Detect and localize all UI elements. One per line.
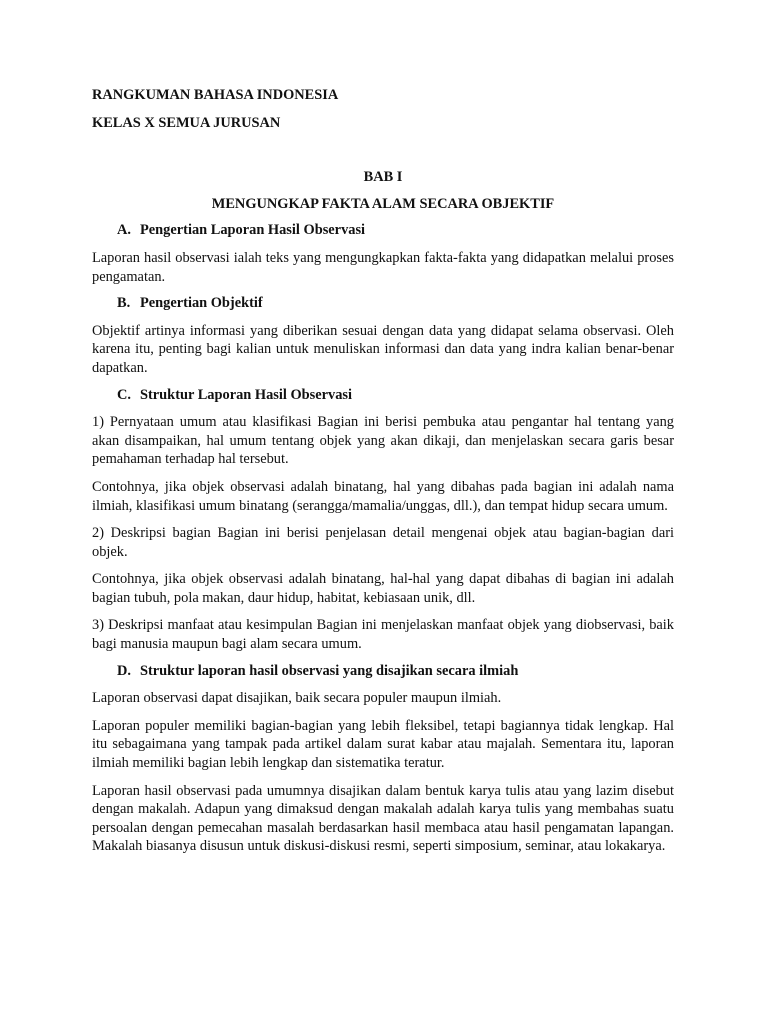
section-letter: C.: [117, 386, 131, 403]
paragraph: 2) Deskripsi bagian Bagian ini berisi penjelasan detail mengenai objek atau bagian-bagian dari objek.: [92, 525, 674, 560]
section-title: Struktur laporan hasil observasi yang disajikan secara ilmiah: [140, 662, 519, 679]
section-title: Pengertian Objektif: [140, 295, 263, 312]
paragraph: Contohnya, jika objek observasi adalah binatang, hal-hal yang dapat dibahas di bagian ini adalah bagian tubuh, pola makan, daur hidup, habitat, kebiasaan unik, dll.: [92, 571, 674, 606]
document-subtitle: KELAS X SEMUA JURUSAN: [92, 114, 281, 131]
paragraph: Laporan hasil observasi ialah teks yang mengungkapkan fakta-fakta yang didapatkan melalui proses pengamatan.: [92, 249, 674, 285]
chapter-label: BAB I: [363, 169, 403, 186]
paragraph: 1) Pernyataan umum atau klasifikasi Bagian ini berisi pembuka atau pengantar hal tentang yang akan disampaikan, hal umum tentang objek yang akan dikaji, dan menjelaskan secara garis besar pemahaman terhadap hal tersebut.: [92, 414, 674, 468]
paragraph: Contohnya, jika objek observasi adalah binatang, hal yang dibahas pada bagian ini adalah nama ilmiah, klasifikasi umum binatang (serangga/mamalia/unggas, dll.), dan tempat hidup secara umum.: [92, 478, 674, 514]
paragraph: 3) Deskripsi manfaat atau kesimpulan Bagian ini menjelaskan manfaat objek yang diobservasi, baik bagi manusia maupun bagi alam secara umum.: [92, 617, 674, 653]
document-title: RANGKUMAN BAHASA INDONESIA: [92, 87, 339, 103]
section-title: Pengertian Laporan Hasil Observasi: [140, 222, 366, 239]
section-heading-c: [92, 386, 674, 405]
paragraph: Laporan hasil observasi pada umumnya disajikan dalam bentuk karya tulis atau yang lazim disebut dengan makalah. Adapun yang dimaksud dengan makalah adalah karya tulis yang membahas suatu persoalan dengan pemecahan masalah berdasarkan hasil membaca atau hasil pengamatan lapangan. Makalah biasanya disusun untuk diskusi-diskusi resmi, seperti simposium, seminar, atau lokakarya.: [92, 782, 674, 855]
paragraph: Objektif artinya informasi yang diberikan sesuai dengan data yang didapat selama observasi. Oleh karena itu, penting bagi kalian untuk menuliskan informasi dan data yang indra kalian benar-benar dapatkan.: [92, 322, 674, 376]
section-letter: D.: [117, 662, 131, 679]
section-heading-d: [92, 662, 674, 681]
section-heading-a: [92, 221, 674, 240]
document-page: [92, 86, 674, 856]
section-title: Struktur Laporan Hasil Observasi: [140, 386, 353, 403]
paragraph: Laporan populer memiliki bagian-bagian yang lebih fleksibel, tetapi bagiannya tidak lengkap. Hal itu sebagaimana yang tampak pada artikel dalam surat kabar atau majalah. Sementara itu, laporan ilmiah memiliki bagian lebih lengkap dan sistematika teratur.: [92, 717, 674, 772]
chapter-title: MENGUNGKAP FAKTA ALAM SECARA OBJEKTIF: [211, 195, 555, 212]
section-letter: B.: [117, 295, 131, 312]
section-letter: A.: [117, 222, 131, 239]
paragraph: Laporan observasi dapat disajikan, baik secara populer maupun ilmiah.: [92, 690, 502, 707]
section-heading-b: [92, 294, 674, 313]
